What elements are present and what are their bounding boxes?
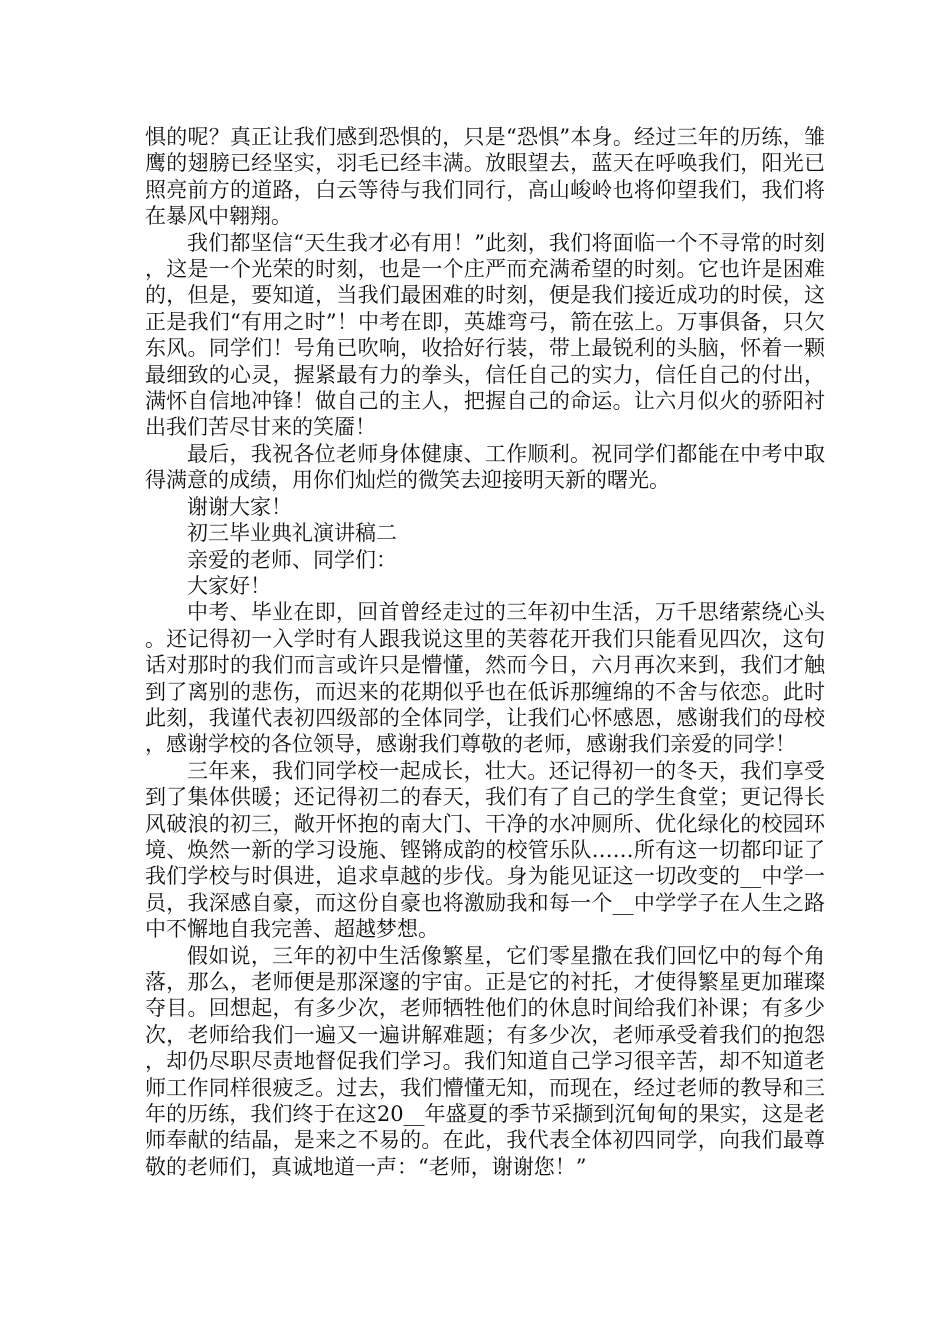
paragraph-closing-wishes: 最后，我祝各位老师身体健康、工作顺利。祝同学们都能在中考中取得满意的成绩，用你们灿烂的微笑去迎接明天新的曙光。 xyxy=(145,441,825,493)
paragraph-continued: 惧的呢？真正让我们感到恐惧的，只是“恐惧”本身。经过三年的历练，雏鹰的翅膀已经坚实，羽毛已经丰满。放眼望去，蓝天在呼唤我们，阳光已照亮前方的道路，白云等待与我们同行，高山峻岭也将仰望我们，我们将在暴风中翱翔。 xyxy=(145,125,825,229)
paragraph-thanks: 谢谢大家！ xyxy=(187,494,292,519)
paragraph-graduation: 中考、毕业在即，回首曾经走过的三年初中生活，万千思绪萦绕心头。还记得初一入学时有人跟我说这里的芙蓉花开我们只能看见四次，这句话对那时的我们而言或许只是懵懂，然而今日，六月再次来到，我们才触到了离别的悲伤，而迟来的花期似乎也在低诉那缠绵的不舍与依恋。此时此刻，我谨代表初四级部的全体同学，让我们心怀感恩，感谢我们的母校，感谢学校的各位领导，感谢我们尊敬的老师，感谢我们亲爱的同学！ xyxy=(145,600,825,757)
section-title: 初三毕业典礼演讲稿二 xyxy=(187,521,397,546)
salutation: 亲爱的老师、同学们： xyxy=(187,547,397,572)
paragraph-teachers: 假如说，三年的初中生活像繁星，它们零星撒在我们回忆中的每个角落，那么，老师便是那深邃的宇宙。正是它的衬托，才使得繁星更加璀璨夺目。回想起，有多少次，老师牺牲他们的休息时间给我们补课；有多少次，老师给我们一遍又一遍讲解难题；有多少次，老师承受着我们的抱怨，却仍尽职尽责地督促我们学习。我们知道自己学习很辛苦，却不知道老师工作同样很疲乏。过去，我们懵懂无知，而现在，经过老师的教导和三年的历练，我们终于在这20__年盛夏的季节采撷到沉甸甸的果实，这是老师奉献的结晶，是来之不易的。在此，我代表全体初四同学，向我们最尊敬的老师们，真诚地道一声：“老师，谢谢您！” xyxy=(145,943,825,1179)
paragraph-conviction: 我们都坚信“天生我才必有用！”此刻，我们将面临一个不寻常的时刻，这是一个光荣的时刻，也是一个庄严而充满希望的时刻。它也许是困难的，但是，要知道，当我们最困难的时刻，便是我们接近成功的时侯，这正是我们“有用之时”！中考在即，英雄弯弓，箭在弦上。万事俱备，只欠东风。同学们！号角已吹响，收拾好行装，带上最锐利的头脑，怀着一颗最细致的心灵，握紧最有力的拳头，信任自己的实力，信任自己的付出，满怀自信地冲锋！做自己的主人，把握自己的命运。让六月似火的骄阳衬出我们苦尽甘来的笑靥！ xyxy=(145,230,825,440)
greeting: 大家好！ xyxy=(187,573,271,598)
paragraph-school-growth: 三年来，我们同学校一起成长，壮大。还记得初一的冬天，我们享受到了集体供暖；还记得初二的春天，我们有了自己的学生食堂；更记得长风破浪的初三，敞开怀抱的南大门、干净的水冲厕所、优化绿化的校园环境、焕然一新的学习设施、铿锵成韵的校管乐队……所有这一切都印证了我们学校与时俱进，追求卓越的步伐。身为能见证这一切改变的__中学一员，我深感自豪，而这份自豪也将激励我和每一个__中学学子在人生之路中不懈地自我完善、超越梦想。 xyxy=(145,758,825,942)
document-page xyxy=(145,124,825,1180)
